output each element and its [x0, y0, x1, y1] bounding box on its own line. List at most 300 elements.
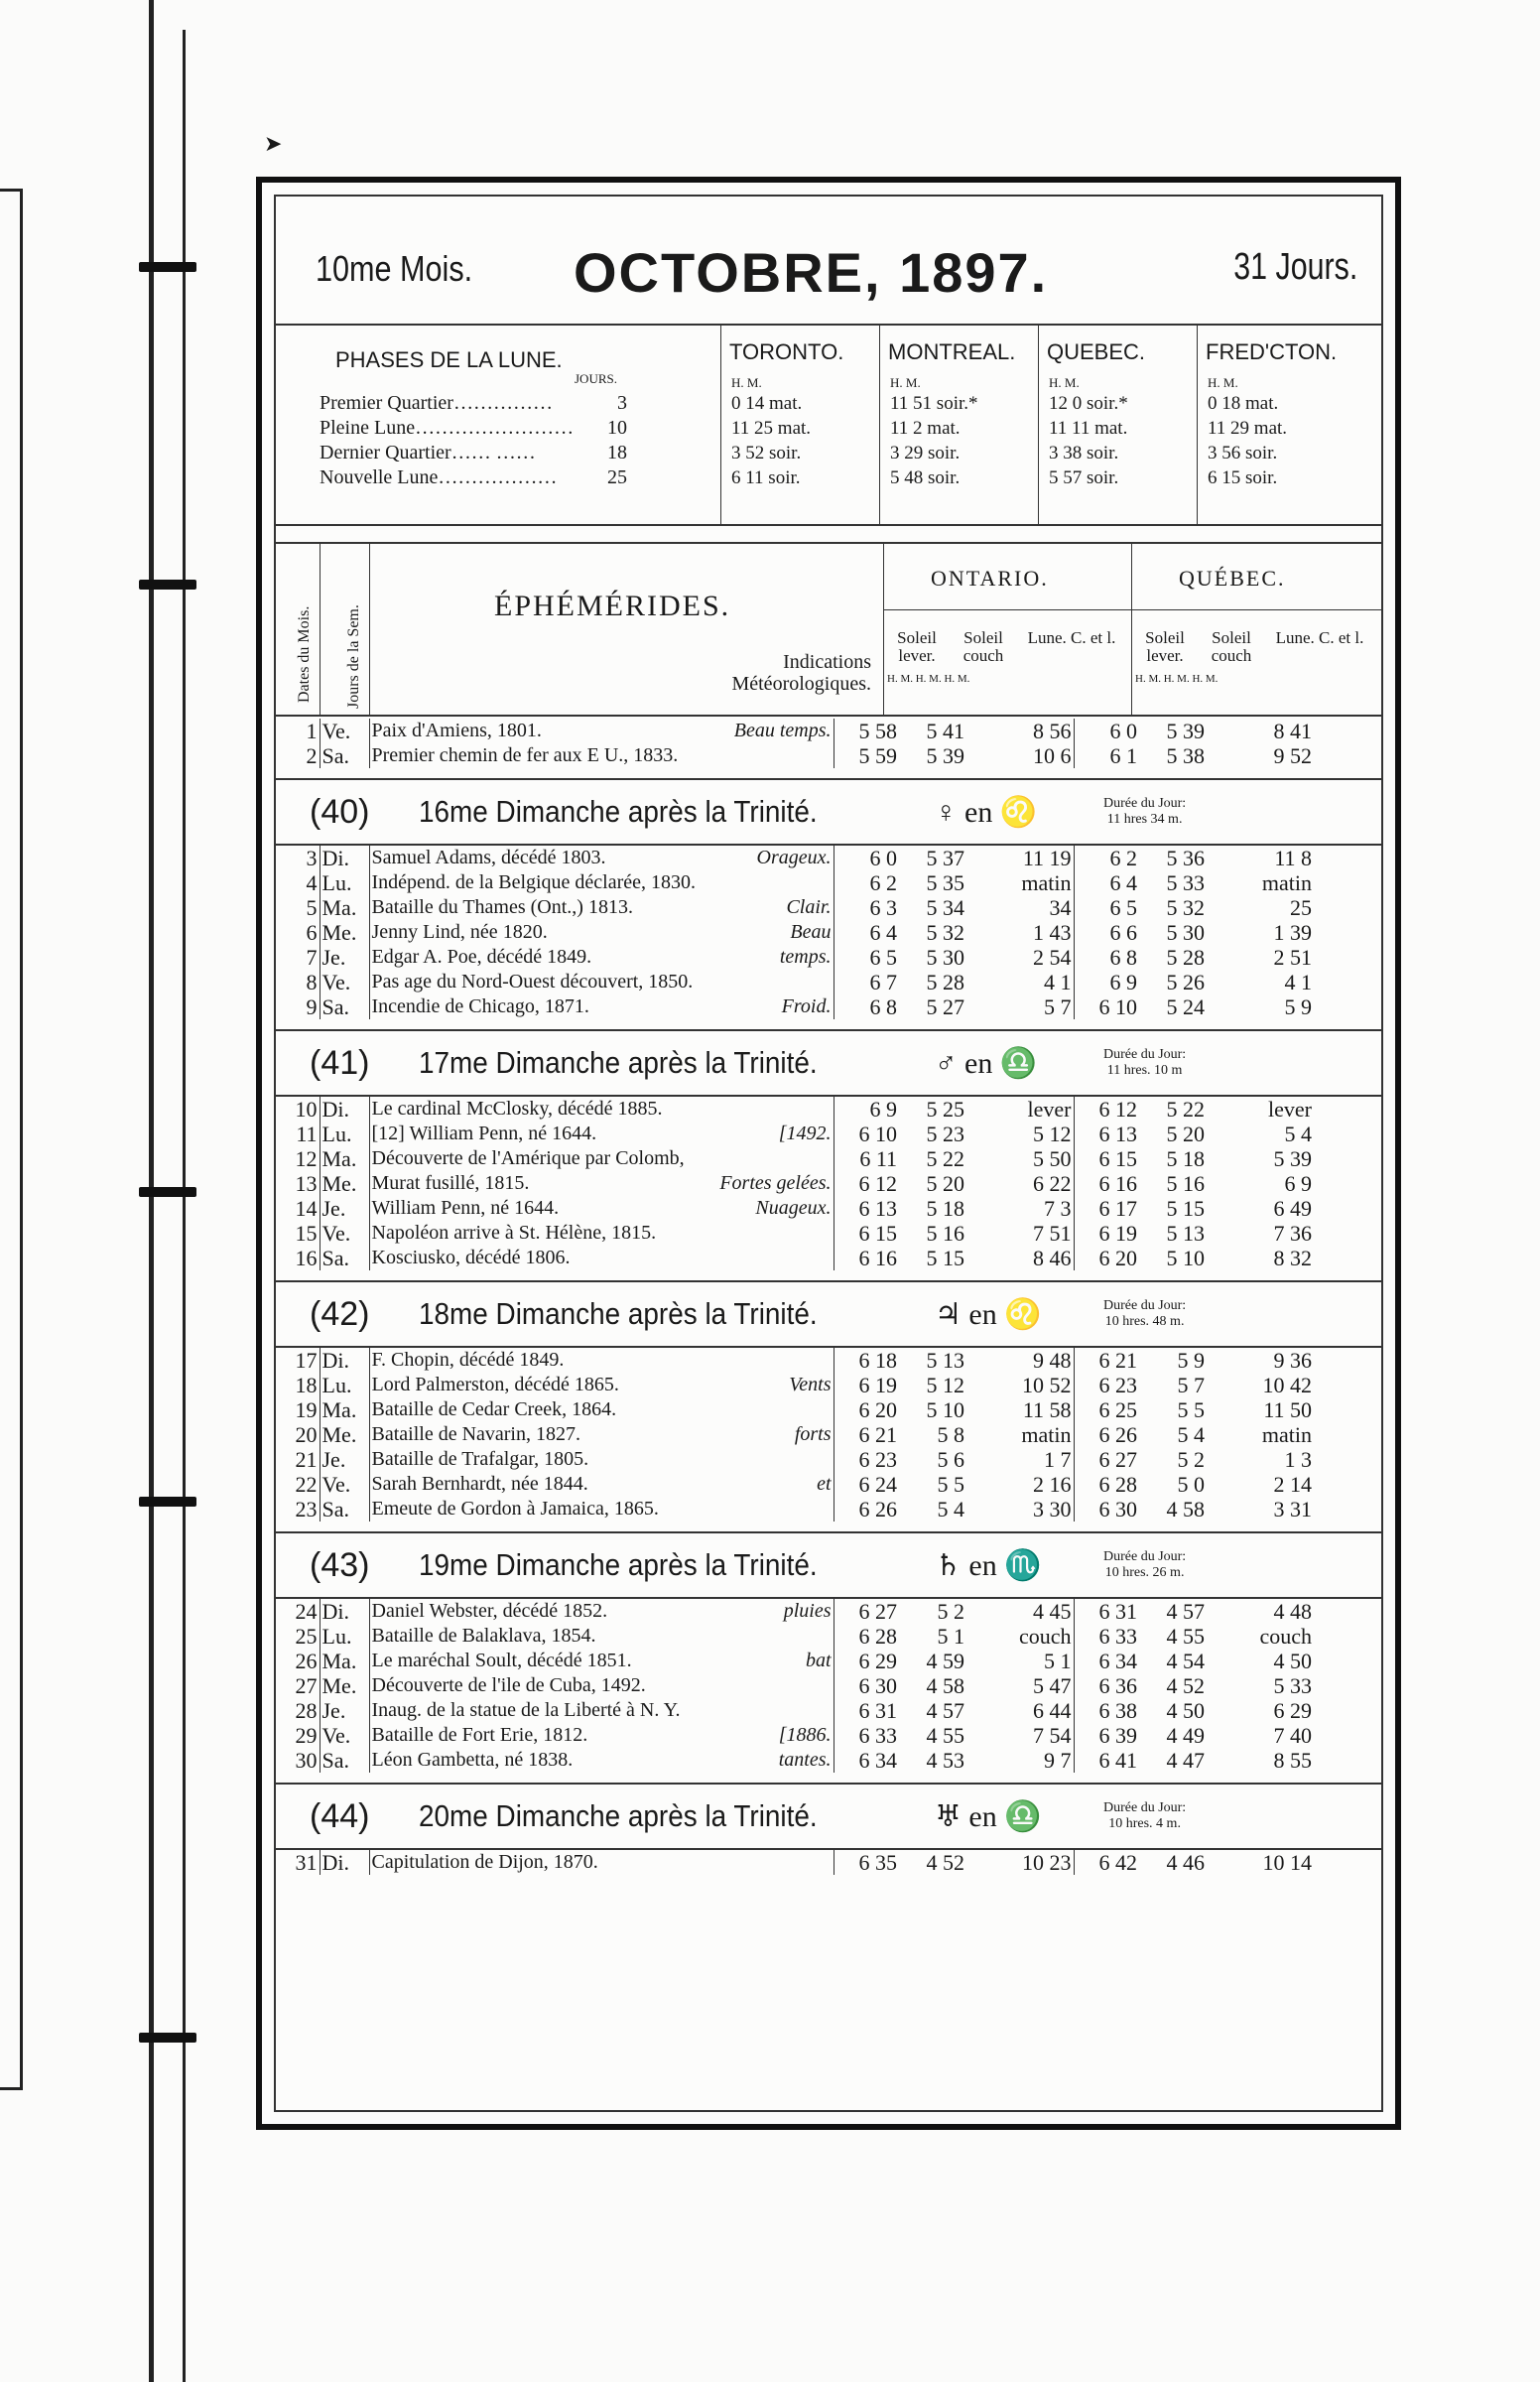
cell-quebec-sunrise: 6 15	[1098, 1146, 1137, 1171]
cell-quebec-sunset: 5 30	[1166, 920, 1205, 945]
cell-weekday: Je.	[320, 1447, 369, 1472]
cell-quebec-sunset: 4 57	[1166, 1599, 1205, 1624]
day-row	[276, 1373, 1314, 1397]
week-band	[276, 1029, 1381, 1097]
cell-date: 6	[276, 920, 320, 945]
cell-ontario-sunrise: 6 9	[869, 1097, 897, 1122]
cell-weekday: Je.	[320, 1196, 369, 1221]
phases-list	[320, 391, 627, 490]
cell-weekday: Di.	[320, 1599, 369, 1624]
cell-weather: Beau	[716, 920, 834, 945]
week-number: (43)	[310, 1545, 370, 1584]
cell-ontario-moon: 1 7	[966, 1447, 1074, 1472]
phases-title: PHASES DE LA LUNE.	[335, 347, 563, 372]
sunday-title: 18me Dimanche après la Trinité.	[419, 1296, 818, 1331]
day-row	[276, 743, 1314, 768]
astro-symbol: ♄ en ♏	[935, 1548, 1042, 1582]
day-length	[1103, 1298, 1186, 1330]
binding-stitch	[139, 1497, 196, 1507]
cell-quebec-sunrise: 6 21	[1098, 1348, 1137, 1373]
day-length	[1103, 796, 1186, 828]
day-row	[276, 895, 1314, 920]
cell-date: 28	[276, 1698, 320, 1723]
cell-weather	[716, 743, 834, 768]
phase-row: Nouvelle Lune……………… 25	[320, 466, 627, 488]
cell-weekday: Ve.	[320, 1221, 369, 1246]
cell-weekday: Lu.	[320, 1624, 369, 1649]
cell-event: Bataille de Balaklava, 1854.	[371, 1625, 596, 1647]
cell-weather: pluies	[716, 1599, 834, 1624]
cell-quebec-moon: 8 55	[1273, 1748, 1312, 1773]
cell-ontario-sunrise: 6 21	[858, 1422, 897, 1447]
cell-quebec-moon: 11 8	[1274, 846, 1312, 870]
day-row	[276, 1649, 1314, 1673]
cell-quebec-sunrise: 6 27	[1098, 1447, 1137, 1472]
cell-weekday: Ve.	[320, 970, 369, 994]
cell-date: 26	[276, 1649, 320, 1673]
cell-weekday: Di.	[320, 1348, 369, 1373]
cell-ontario-moon: 5 1	[966, 1649, 1074, 1673]
cell-ontario-sunset: 4 53	[926, 1748, 964, 1773]
day-row	[276, 970, 1314, 994]
cell-ontario-sunset: 5 39	[926, 743, 964, 768]
day-row	[276, 1422, 1314, 1447]
cell-date: 22	[276, 1472, 320, 1497]
cell-date: 30	[276, 1748, 320, 1773]
cell-quebec-sunrise: 6 30	[1098, 1497, 1137, 1522]
cell-ontario-sunrise: 6 24	[858, 1472, 897, 1497]
cell-ontario-sunrise: 6 19	[858, 1373, 897, 1397]
cell-ontario-sunset: 5 34	[926, 895, 964, 920]
cell-ontario-sunrise: 6 10	[858, 1122, 897, 1146]
cell-ontario-sunset: 5 8	[937, 1422, 964, 1447]
cell-ontario-sunrise: 6 34	[858, 1748, 897, 1773]
day-row	[276, 719, 1314, 743]
city-fredericton: FRED'CTON. H. M. 0 18 mat. 11 29 mat. 3 56 soir. 6 15 soir.	[1197, 326, 1378, 524]
cell-date: 3	[276, 846, 320, 870]
cell-date: 15	[276, 1221, 320, 1246]
day-row	[276, 1246, 1314, 1270]
cell-ontario-moon: 2 54	[966, 945, 1074, 970]
cell-weekday: Sa.	[320, 1246, 369, 1270]
cell-event: Inaug. de la statue de la Liberté à N. Y.	[371, 1699, 681, 1721]
cell-ontario-sunset: 5 18	[926, 1196, 964, 1221]
cell-weekday: Je.	[320, 945, 369, 970]
column-headers	[276, 542, 1381, 717]
cell-quebec-moon: 6 29	[1273, 1698, 1312, 1723]
arrow-mark-icon: ➤	[264, 131, 283, 156]
day-length-text: Durée du Jour:	[1103, 1549, 1187, 1564]
cell-weekday: Ve.	[320, 1723, 369, 1748]
moon-phases-section	[276, 326, 1381, 526]
cell-quebec-sunrise: 6 34	[1098, 1649, 1137, 1673]
cell-ontario-sunset: 5 2	[937, 1599, 964, 1624]
cell-quebec-moon: 5 33	[1273, 1673, 1312, 1698]
cell-weather	[716, 870, 834, 895]
cell-quebec-sunrise: 6 12	[1098, 1097, 1137, 1122]
cell-event: Découverte de l'ile de Cuba, 1492.	[371, 1674, 646, 1696]
cell-quebec-sunrise: 6 31	[1098, 1599, 1137, 1624]
cell-event: Daniel Webster, décédé 1852.	[371, 1600, 608, 1622]
cell-quebec-sunset: 5 2	[1177, 1447, 1205, 1472]
day-length	[1103, 1800, 1186, 1832]
cell-event: Le maréchal Soult, décédé 1851.	[371, 1650, 632, 1671]
cell-ontario-moon: 2 16	[966, 1472, 1074, 1497]
week-band	[276, 778, 1381, 846]
day-rows-table	[276, 1097, 1315, 1270]
cell-quebec-moon: 7 40	[1273, 1723, 1312, 1748]
cell-weekday: Me.	[320, 1171, 369, 1196]
cell-weather: et	[716, 1472, 834, 1497]
cell-quebec-sunrise: 6 8	[1109, 945, 1137, 970]
day-row	[276, 1146, 1314, 1171]
cell-quebec-moon: 5 4	[1284, 1122, 1312, 1146]
cell-weekday: Ve.	[320, 1472, 369, 1497]
cell-weather	[716, 1221, 834, 1246]
cell-ontario-sunrise: 6 30	[858, 1673, 897, 1698]
cell-event: Indépend. de la Belgique déclarée, 1830.	[371, 871, 697, 893]
cell-event: Léon Gambetta, né 1838.	[371, 1749, 574, 1771]
cell-event: Incendie de Chicago, 1871.	[371, 995, 589, 1017]
day-row	[276, 1698, 1314, 1723]
week-band	[276, 1531, 1381, 1599]
cell-ontario-sunrise: 6 15	[858, 1221, 897, 1246]
cell-ontario-sunset: 5 27	[926, 994, 964, 1019]
cell-quebec-moon: 7 36	[1273, 1221, 1312, 1246]
cell-weekday: Je.	[320, 1698, 369, 1723]
cell-ontario-moon: 10 23	[966, 1850, 1074, 1875]
cell-event: Paix d'Amiens, 1801.	[371, 720, 542, 741]
cell-event: William Penn, né 1644.	[371, 1197, 560, 1219]
cell-quebec-sunrise: 6 9	[1109, 970, 1137, 994]
cell-date: 27	[276, 1673, 320, 1698]
cell-ontario-moon: 11 58	[966, 1397, 1074, 1422]
cell-ontario-sunset: 5 35	[926, 870, 964, 895]
cell-weekday: Ve.	[320, 719, 369, 743]
cell-quebec-sunset: 4 52	[1166, 1673, 1205, 1698]
sunday-title: 17me Dimanche après la Trinité.	[419, 1045, 818, 1080]
cell-quebec-moon: 2 14	[1273, 1472, 1312, 1497]
cell-weekday: Di.	[320, 1850, 369, 1875]
cell-weekday: Ma.	[320, 1649, 369, 1673]
binding-stitch	[139, 262, 196, 272]
cell-quebec-sunrise: 6 26	[1098, 1422, 1137, 1447]
cell-weather	[716, 1850, 834, 1875]
day-row	[276, 1122, 1314, 1146]
cell-ontario-sunrise: 6 8	[869, 994, 897, 1019]
cell-date: 8	[276, 970, 320, 994]
cell-date: 5	[276, 895, 320, 920]
cell-date: 11	[276, 1122, 320, 1146]
cell-quebec-sunrise: 6 42	[1098, 1850, 1137, 1875]
cell-ontario-sunrise: 6 31	[858, 1698, 897, 1723]
cell-ontario-sunset: 5 37	[926, 846, 964, 870]
cell-quebec-moon: 10 14	[1262, 1850, 1312, 1875]
cell-quebec-sunrise: 6 5	[1109, 895, 1137, 920]
cell-quebec-moon: matin	[1261, 1422, 1312, 1447]
quebec-label: QUÉBEC.	[1179, 566, 1286, 591]
sunday-title: 19me Dimanche après la Trinité.	[419, 1547, 818, 1582]
col-soleil-lever: Soleil lever.	[897, 628, 937, 665]
binding-line	[183, 30, 186, 2382]
cell-ontario-moon: matin	[966, 1422, 1074, 1447]
cell-ontario-sunrise: 6 27	[858, 1599, 897, 1624]
cell-event: Jenny Lind, née 1820.	[371, 921, 548, 943]
phase-row: Premier Quartier…………… 3	[320, 392, 627, 414]
day-length-text: Durée du Jour:	[1103, 1298, 1187, 1313]
cell-ontario-sunset: 5 16	[926, 1221, 964, 1246]
cell-quebec-sunset: 4 54	[1166, 1649, 1205, 1673]
cell-date: 7	[276, 945, 320, 970]
cell-date: 1	[276, 719, 320, 743]
week-band	[276, 1280, 1381, 1348]
day-row	[276, 1748, 1314, 1773]
cell-ontario-sunrise: 6 2	[869, 870, 897, 895]
week-number: (41)	[310, 1043, 370, 1082]
day-length-text: Durée du Jour:	[1103, 1800, 1187, 1815]
cell-weekday: Sa.	[320, 1497, 369, 1522]
ephemerides-title: ÉPHÉMÉRIDES.	[494, 590, 731, 622]
cell-ontario-moon: 7 51	[966, 1221, 1074, 1246]
cell-quebec-sunrise: 6 41	[1098, 1748, 1137, 1773]
day-row	[276, 1472, 1314, 1497]
cell-weekday: Ma.	[320, 1397, 369, 1422]
city-toronto: TORONTO. H. M. 0 14 mat. 11 25 mat. 3 52 soir. 6 11 soir.	[720, 326, 880, 524]
cell-event: F. Chopin, décédé 1849.	[371, 1349, 565, 1371]
cell-ontario-moon: 6 44	[966, 1698, 1074, 1723]
day-length-text: 10 hres. 26 m.	[1104, 1565, 1185, 1580]
cell-ontario-moon: 10 6	[966, 743, 1074, 768]
cell-quebec-moon: couch	[1259, 1624, 1312, 1649]
cell-date: 25	[276, 1624, 320, 1649]
cell-quebec-moon: 6 49	[1273, 1196, 1312, 1221]
cell-date: 31	[276, 1850, 320, 1875]
cell-quebec-moon: lever	[1268, 1097, 1312, 1122]
cell-date: 18	[276, 1373, 320, 1397]
cell-ontario-sunrise: 6 33	[858, 1723, 897, 1748]
cell-ontario-moon: 10 52	[966, 1373, 1074, 1397]
day-row	[276, 920, 1314, 945]
cell-date: 9	[276, 994, 320, 1019]
cell-weekday: Ma.	[320, 1146, 369, 1171]
week-number: (42)	[310, 1294, 370, 1333]
cell-ontario-sunset: 5 10	[926, 1397, 964, 1422]
cell-ontario-sunset: 5 20	[926, 1171, 964, 1196]
cell-weekday: Me.	[320, 1673, 369, 1698]
day-rows-table	[276, 1599, 1315, 1773]
week-number: (44)	[310, 1796, 370, 1835]
binding-stitch	[139, 1187, 196, 1197]
cell-event: Emeute de Gordon à Jamaica, 1865.	[371, 1498, 659, 1520]
cell-weekday: Di.	[320, 846, 369, 870]
cell-quebec-sunset: 5 18	[1166, 1146, 1205, 1171]
astro-symbol: ♃ en ♌	[935, 1297, 1042, 1331]
cell-ontario-sunrise: 6 26	[858, 1497, 897, 1522]
cell-ontario-moon: lever	[966, 1097, 1074, 1122]
cell-ontario-moon: 11 19	[966, 846, 1074, 870]
cell-quebec-moon: 2 51	[1273, 945, 1312, 970]
col-soleil-couch: Soleil couch	[962, 628, 1004, 665]
cell-quebec-sunset: 5 4	[1177, 1422, 1205, 1447]
cell-event: Bataille du Thames (Ont.,) 1813.	[371, 896, 633, 918]
cell-ontario-moon: couch	[966, 1624, 1074, 1649]
cell-ontario-moon: 4 1	[966, 970, 1074, 994]
col-soleil-lever: Soleil lever.	[1145, 628, 1185, 665]
cell-quebec-sunrise: 6 17	[1098, 1196, 1137, 1221]
day-length-text: 10 hres. 4 m.	[1108, 1816, 1181, 1831]
cell-event: Lord Palmerston, décédé 1865.	[371, 1374, 619, 1395]
cell-weather: Clair.	[716, 895, 834, 920]
cell-ontario-moon: matin	[966, 870, 1074, 895]
ontario-label: ONTARIO.	[931, 566, 1049, 591]
cell-quebec-sunset: 5 32	[1166, 895, 1205, 920]
binding-stitch	[139, 2033, 196, 2043]
cell-ontario-sunrise: 6 11	[859, 1146, 897, 1171]
day-row	[276, 1599, 1314, 1624]
cell-quebec-sunset: 4 49	[1166, 1723, 1205, 1748]
cell-quebec-sunset: 5 5	[1177, 1397, 1205, 1422]
cell-date: 20	[276, 1422, 320, 1447]
cell-quebec-moon: 1 39	[1273, 920, 1312, 945]
cell-quebec-sunrise: 6 0	[1109, 719, 1137, 743]
cell-ontario-moon: 6 22	[966, 1171, 1074, 1196]
cell-ontario-moon: 5 7	[966, 994, 1074, 1019]
cell-weather	[716, 1698, 834, 1723]
day-row	[276, 1196, 1314, 1221]
cell-event: Bataille de Cedar Creek, 1864.	[371, 1398, 617, 1420]
cell-date: 2	[276, 743, 320, 768]
hm-units: H. M. H. M. H. M.	[887, 673, 970, 685]
cell-weather: Beau temps.	[716, 719, 834, 743]
cell-ontario-sunrise: 6 23	[858, 1447, 897, 1472]
cell-quebec-moon: matin	[1261, 870, 1312, 895]
week-number: (40)	[310, 792, 370, 831]
sunday-title: 20me Dimanche après la Trinité.	[419, 1798, 818, 1833]
cell-event: Pas age du Nord-Ouest découvert, 1850.	[371, 971, 694, 992]
day-length	[1103, 1047, 1186, 1079]
day-row	[276, 1097, 1314, 1122]
cell-quebec-sunset: 5 0	[1177, 1472, 1205, 1497]
cell-ontario-sunrise: 5 59	[858, 743, 897, 768]
cell-ontario-sunrise: 6 16	[858, 1246, 897, 1270]
cell-quebec-moon: 8 32	[1273, 1246, 1312, 1270]
cell-ontario-sunrise: 5 58	[858, 719, 897, 743]
astro-symbol: ♅ en ♎	[935, 1799, 1042, 1833]
cell-quebec-moon: 1 3	[1284, 1447, 1312, 1472]
cell-quebec-moon: 8 41	[1273, 719, 1312, 743]
day-rows-table	[276, 1850, 1314, 1875]
cell-quebec-sunset: 4 47	[1166, 1748, 1205, 1773]
cell-date: 23	[276, 1497, 320, 1522]
cell-weekday: Ma.	[320, 895, 369, 920]
cell-quebec-moon: 11 50	[1263, 1397, 1312, 1422]
day-row	[276, 1673, 1314, 1698]
jours-semaine-label: Jours de la Sem.	[345, 604, 362, 709]
week-band	[276, 1783, 1381, 1850]
cell-event: Sarah Bernhardt, née 1844.	[371, 1473, 588, 1495]
cell-date: 29	[276, 1723, 320, 1748]
calendar-page	[256, 177, 1401, 2130]
cell-weather	[716, 1624, 834, 1649]
cell-date: 4	[276, 870, 320, 895]
cell-ontario-sunrise: 6 5	[869, 945, 897, 970]
cell-weekday: Sa.	[320, 743, 369, 768]
day-row	[276, 1447, 1314, 1472]
day-row	[276, 1723, 1314, 1748]
cell-weather: [1492.	[716, 1122, 834, 1146]
col-lune: Lune. C. et l.	[1027, 628, 1116, 647]
cell-ontario-moon: 9 7	[966, 1748, 1074, 1773]
cell-event: Murat fusillé, 1815.	[371, 1172, 530, 1194]
cell-weather	[716, 1497, 834, 1522]
cell-ontario-sunset: 4 55	[926, 1723, 964, 1748]
cell-weather: forts	[716, 1422, 834, 1447]
cell-weather: bat	[716, 1649, 834, 1673]
cell-date: 13	[276, 1171, 320, 1196]
cell-date: 12	[276, 1146, 320, 1171]
left-page-edge	[0, 189, 23, 2090]
cell-quebec-sunrise: 6 10	[1098, 994, 1137, 1019]
cell-ontario-sunrise: 6 3	[869, 895, 897, 920]
cell-quebec-sunrise: 6 36	[1098, 1673, 1137, 1698]
day-length-text: Durée du Jour:	[1103, 1047, 1187, 1062]
day-row	[276, 1497, 1314, 1522]
cell-quebec-sunset: 5 39	[1166, 719, 1205, 743]
cell-date: 24	[276, 1599, 320, 1624]
cell-ontario-sunset: 5 6	[937, 1447, 964, 1472]
cell-quebec-moon: 5 9	[1284, 994, 1312, 1019]
day-length-text: 11 hres 34 m.	[1106, 812, 1183, 827]
cell-ontario-sunset: 5 28	[926, 970, 964, 994]
cell-event: Premier chemin de fer aux E U., 1833.	[371, 744, 679, 766]
cell-quebec-sunrise: 6 25	[1098, 1397, 1137, 1422]
cell-ontario-sunrise: 6 29	[858, 1649, 897, 1673]
cell-quebec-sunrise: 6 1	[1109, 743, 1137, 768]
cell-quebec-sunrise: 6 19	[1098, 1221, 1137, 1246]
cell-ontario-sunrise: 6 13	[858, 1196, 897, 1221]
cell-weather: Nuageux.	[716, 1196, 834, 1221]
day-row	[276, 1397, 1314, 1422]
cell-quebec-moon: 3 31	[1273, 1497, 1312, 1522]
cell-ontario-moon: 8 56	[966, 719, 1074, 743]
cell-ontario-moon: 5 50	[966, 1146, 1074, 1171]
cell-quebec-sunrise: 6 6	[1109, 920, 1137, 945]
cell-ontario-moon: 5 47	[966, 1673, 1074, 1698]
cell-weekday: Me.	[320, 920, 369, 945]
cell-weekday: Sa.	[320, 1748, 369, 1773]
cell-weather: Fortes gelées.	[716, 1171, 834, 1196]
cell-quebec-sunset: 5 10	[1166, 1246, 1205, 1270]
cell-date: 10	[276, 1097, 320, 1122]
page-title: OCTOBRE, 1897.	[574, 241, 1049, 304]
cell-quebec-moon: 10 42	[1262, 1373, 1312, 1397]
cell-quebec-sunset: 5 13	[1166, 1221, 1205, 1246]
cell-quebec-sunrise: 6 2	[1109, 846, 1137, 870]
cell-ontario-sunset: 4 59	[926, 1649, 964, 1673]
cell-quebec-sunset: 5 9	[1177, 1348, 1205, 1373]
binding-stitch	[139, 580, 196, 590]
cell-quebec-sunset: 5 24	[1166, 994, 1205, 1019]
cell-quebec-sunset: 4 50	[1166, 1698, 1205, 1723]
sunday-title: 16me Dimanche après la Trinité.	[419, 794, 818, 829]
city-montreal: MONTREAL. H. M. 11 51 soir.* 11 2 mat. 3 29 soir. 5 48 soir.	[879, 326, 1039, 524]
cell-weather	[716, 1397, 834, 1422]
cell-weather	[716, 1447, 834, 1472]
day-length-text: 10 hres. 48 m.	[1104, 1314, 1185, 1329]
cell-ontario-moon: 1 43	[966, 920, 1074, 945]
cell-quebec-sunset: 4 58	[1166, 1497, 1205, 1522]
cell-weekday: Lu.	[320, 1373, 369, 1397]
